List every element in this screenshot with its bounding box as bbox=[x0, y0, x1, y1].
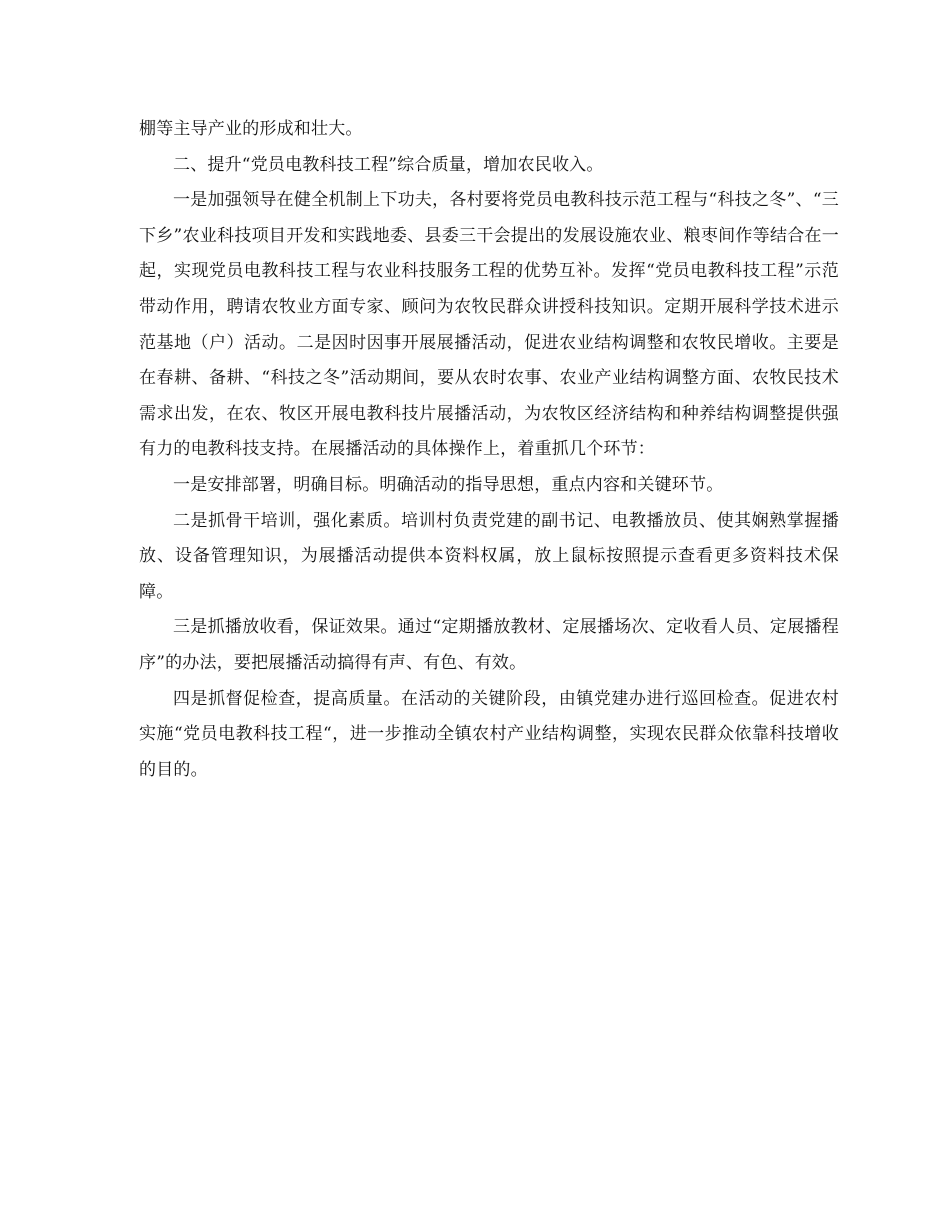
paragraph-step-four: 四是抓督促检查，提高质量。在活动的关键阶段，由镇党建办进行巡回检查。促进农村实施“党员电教科技工程“，进一步推动全镇农村产业结构调整，实现农民群众依靠科技增收的目的。 bbox=[139, 688, 839, 780]
paragraph-step-two: 二是抓骨干培训，强化素质。培训村负责党建的副书记、电教播放员、使其娴熟掌握播放、设备管理知识，为展播活动提供本资料权属，放上鼠标按照提示查看更多资料技术保障。 bbox=[139, 510, 839, 602]
paragraph-continuation: 棚等主导产业的形成和壮大。 bbox=[139, 119, 363, 139]
paragraph-step-one: 一是安排部署，明确目标。明确活动的指导思想，重点内容和关键环节。 bbox=[173, 474, 724, 495]
paragraph-leadership: 一是加强领导在健全机制上下功夫，各村要将党员电教科技示范工程与“科技之冬”、“三下乡”农业科技项目开发和实践地委、县委三干会提出的发展设施农业、粮枣间作等结合在一起，实现党员电教科技工程与农业科技服务工程的优势互补。发挥“党员电教科技工程”示范带动作用，聘请农牧业方面专家、顾问为农牧民群众讲授科技知识。定期开展科学技术进示范基地（户）活动。二是因时因事开展展播活动，促进农业结构调整和农牧民增收。主要是在春耕、备耕、“科技之冬”活动期间，要从农时农事、农业产业结构调整方面、农牧民技术需求出发，在农、牧区开展电教科技片展播活动，为农牧区经济结构和种养结构调整提供强有力的电教科技支持。在展播活动的具体操作上，着重抓几个环节： bbox=[139, 190, 839, 460]
section-heading-two: 二、提升“党员电教科技工程”综合质量，增加农民收入。 bbox=[173, 154, 604, 175]
paragraph-step-three: 三是抓播放收看，保证效果。通过“定期播放教材、定展播场次、定收看人员、定展播程序”的办法，要把展播活动搞得有声、有色、有效。 bbox=[139, 617, 839, 673]
document-body bbox=[139, 112, 839, 788]
